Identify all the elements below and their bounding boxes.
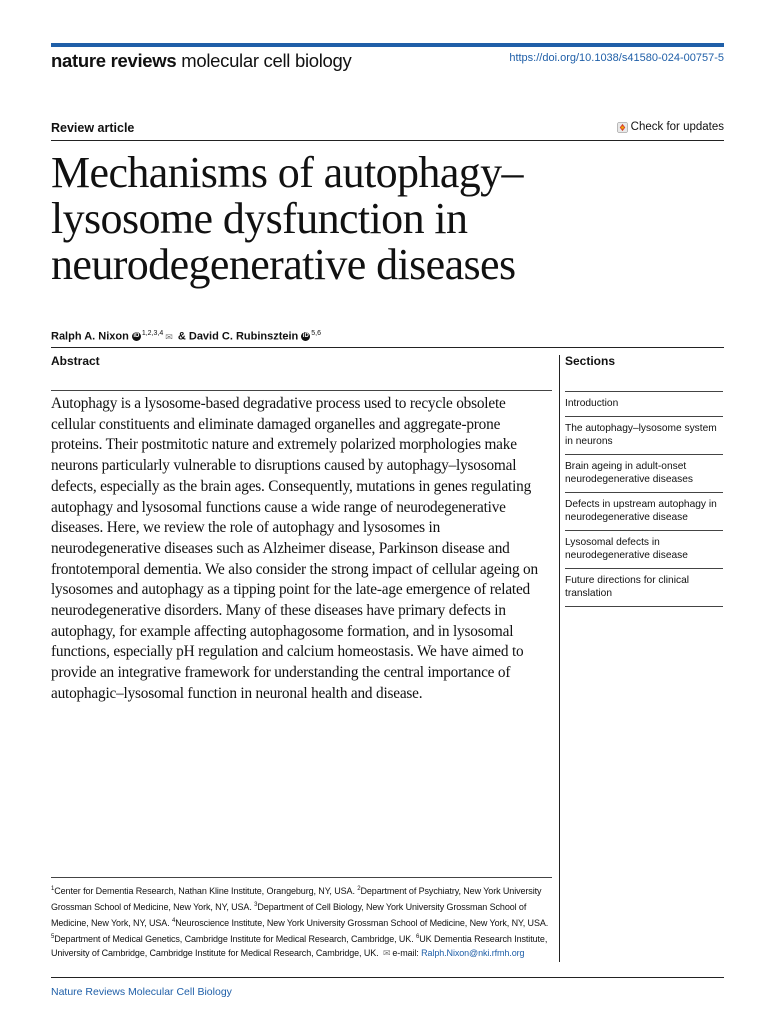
orcid-icon[interactable]: iD (302, 333, 309, 340)
title-line-2: lysosome dysfunction in (51, 194, 468, 243)
check-for-updates-button[interactable] (617, 121, 724, 133)
footer-divider (51, 977, 724, 978)
orcid-icon[interactable]: iD (133, 333, 140, 340)
section-link-autophagy-lysosome-system[interactable]: The autophagy–lysosome system in neurons (565, 417, 723, 455)
affiliation-number: 4 (172, 918, 176, 924)
section-link-future-directions[interactable]: Future directions for clinical translation (565, 569, 723, 607)
affiliation-number: 3 (254, 902, 258, 908)
affiliation-5: Department of Medical Genetics, Cambridge Institute for Medical Research, Cambridge, UK. (54, 934, 414, 944)
author-1-name[interactable]: Ralph A. Nixon (51, 330, 129, 343)
affiliation-4: Neuroscience Institute, New York University Grossman School of Medicine, New York, NY, USA. (175, 918, 549, 928)
author-list (51, 330, 321, 343)
abstract-heading: Abstract (51, 354, 100, 368)
abstract-divider (51, 390, 552, 391)
affiliations (51, 882, 556, 960)
journal-name-light: molecular cell biology (181, 50, 352, 71)
footer-journal-name[interactable]: Nature Reviews Molecular Cell Biology (51, 986, 232, 998)
header-divider (51, 140, 724, 141)
author-1-affiliations: 1,2,3,4 (141, 330, 164, 337)
affiliation-6: UK Dementia Research Institute, University of Cambridge, Cambridge Institute for Medical Research, Cambridge, UK. (51, 934, 548, 958)
author-2-name[interactable]: David C. Rubinsztein (188, 330, 299, 343)
affiliation-1: Center for Dementia Research, Nathan Kline Institute, Orangeburg, NY, USA. (54, 886, 355, 896)
abstract-text: Autophagy is a lysosome-based degradative process used to recycle obsolete cellular constituents and eliminate damaged organelles and aggregate-prone proteins. Their postmitotic nature and extremely polarized morphologies make neurons particularly vulnerable to disruptions caused by autophagy–lysosomal defects, especially as the brain ages. Consequently, mutations in genes regulating autophagy and lysosomal functions cause a wide range of neurodegenerative diseases. Here, we review the role of autophagy and lysosomes in neurodegenerative diseases such as Alzheimer disease, Parkinson disease and frontotemporal dementia. We also consider the strong impact of cellular ageing on lysosomes and autophagy as a tipping point for the late-age emergence of related neurodegenerative disorders. Many of these diseases have primary defects in autophagy, for example affecting autophagosome formation, and in lysosomal functions, especially pH regulation and calcium homeostasis. We have aimed to provide an integrative framework for understanding the central importance of autophagic–lysosomal function in neuronal health and disease. (51, 395, 538, 702)
author-connector: & (177, 330, 186, 343)
column-divider (559, 355, 560, 962)
title-line-3: neurodegenerative diseases (51, 240, 516, 289)
affiliation-number: 1 (51, 886, 55, 892)
journal-name-bold: nature reviews (51, 50, 177, 71)
authors-divider (51, 347, 724, 348)
top-accent-bar (51, 43, 724, 47)
affiliation-3: Department of Cell Biology, New York University Grossman School of Medicine, New York, NY, USA. (51, 902, 527, 928)
section-link-brain-ageing[interactable]: Brain ageing in adult-onset neurodegenerative diseases (565, 455, 723, 493)
email-link[interactable]: Ralph.Nixon@nki.rfmh.org (421, 948, 525, 958)
check-updates-label: Check for updates (630, 121, 724, 133)
affiliations-divider (51, 877, 552, 878)
title-line-1: Mechanisms of autophagy– (51, 148, 523, 197)
doi-link[interactable]: https://doi.org/10.1038/s41580-024-00757-5 (509, 52, 724, 64)
section-link-introduction[interactable]: Introduction (565, 392, 723, 417)
check-updates-icon (617, 122, 628, 133)
section-link-upstream-autophagy-defects[interactable]: Defects in upstream autophagy in neurodegenerative disease (565, 493, 723, 531)
affiliation-2: Department of Psychiatry, New York University Grossman School of Medicine, New York, NY, USA. (51, 886, 542, 912)
sections-list (565, 392, 723, 607)
author-2-affiliations: 5,6 (311, 330, 322, 337)
affiliation-number: 2 (357, 886, 361, 892)
mail-icon: ✉ (382, 948, 391, 958)
journal-name (51, 50, 351, 72)
affiliation-number: 5 (51, 934, 55, 940)
email-label: e-mail: (392, 948, 419, 958)
article-type: Review article (51, 121, 135, 135)
article-title (51, 150, 671, 288)
sections-heading: Sections (565, 354, 616, 368)
affiliation-number: 6 (416, 934, 420, 940)
section-link-lysosomal-defects[interactable]: Lysosomal defects in neurodegenerative disease (565, 531, 723, 569)
mail-icon[interactable]: ✉ (165, 331, 173, 342)
